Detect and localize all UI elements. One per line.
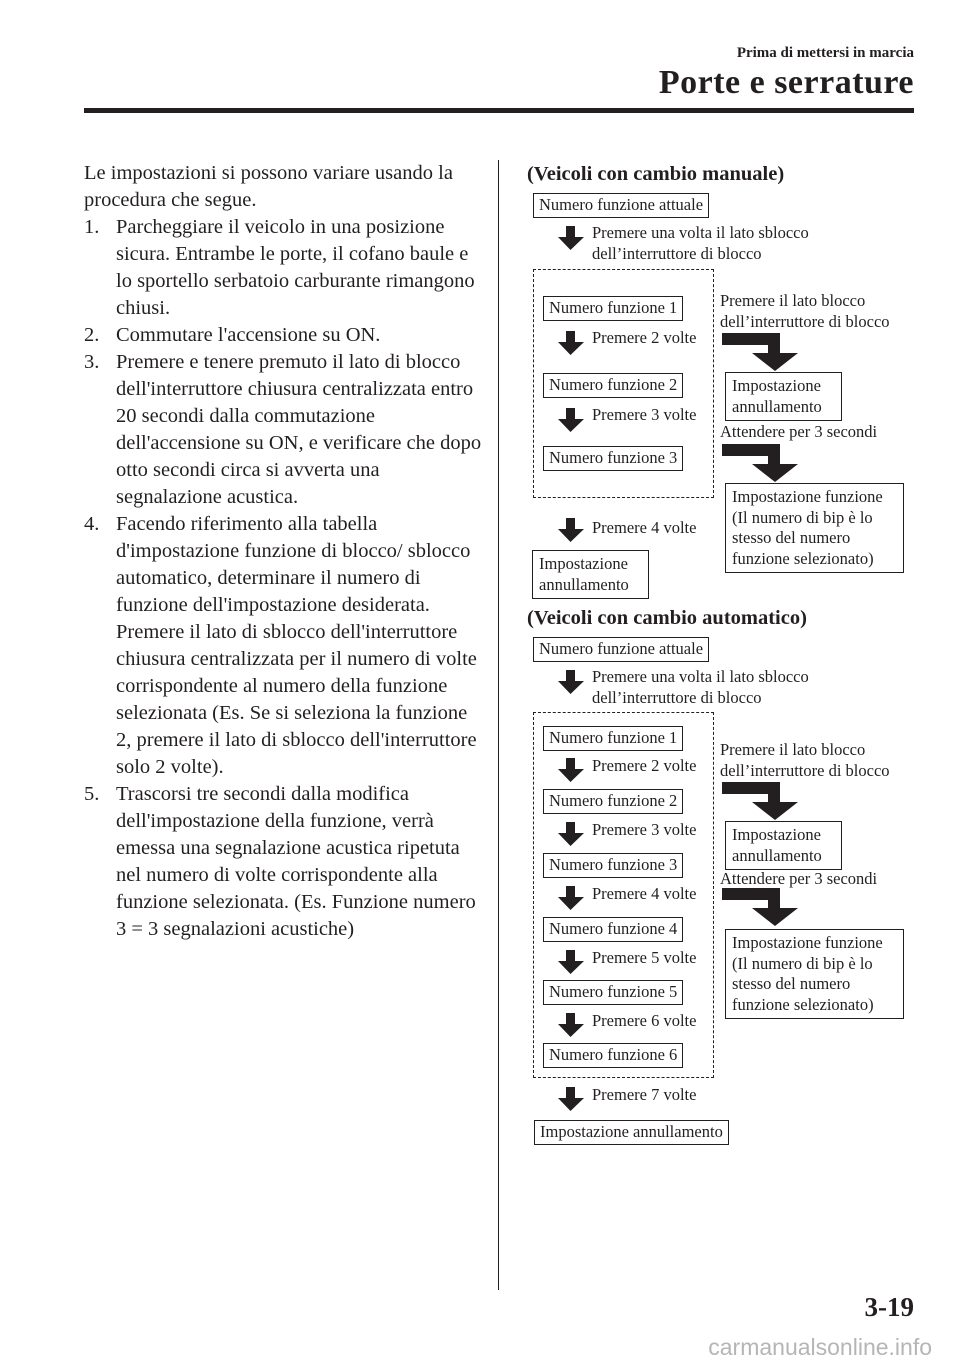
step-text: Facendo riferimento alla tabella d'impostazione funzione di blocco/ sblocco automatico, determinare il numero di funzione dell'impostazione desiderata. Premere il lato di sblocco dell'interruttore chiusura centralizzata per il numero di volte corrispondente al numero della funzione selezionata (Es. Se si seleziona la funzione 2, premere il lato di sblocco dell'interruttore solo 2 volte). — [116, 513, 477, 778]
auto-wait-label: Attendere per 3 secondi — [720, 869, 878, 888]
auto-function-5-box: Numero funzione 5 — [543, 980, 683, 1005]
auto-press-2-label: Premere 2 volte — [592, 756, 697, 775]
auto-cancel-box: Impostazione annullamento — [534, 1120, 729, 1145]
auto-press-7-label: Premere 7 volte — [592, 1085, 697, 1104]
auto-section-title: (Veicoli con cambio automatico) — [527, 607, 807, 629]
manual-press-3-label: Premere 3 volte — [592, 405, 697, 424]
step-text: Parcheggiare il veicolo in una posizione sicura. Entrambe le porte, il cofano baule e lo sportello serbatoio carburante rimangono chiusi. — [116, 216, 475, 319]
step-number: 4. — [84, 513, 100, 535]
arrow-down-icon — [558, 822, 584, 846]
manual-current-function-box: Numero funzione attuale — [533, 193, 709, 218]
manual-press-2-label: Premere 2 volte — [592, 328, 697, 347]
auto-function-3-box: Numero funzione 3 — [543, 853, 683, 878]
auto-press-6-label: Premere 6 volte — [592, 1011, 697, 1030]
manual-function-setting-box: Impostazione funzione (Il numero di bip è lo stesso del numero funzione selezionato) — [725, 483, 904, 573]
arrow-down-icon — [558, 518, 584, 542]
manual-function-1-box: Numero funzione 1 — [543, 296, 683, 321]
manual-section-title: (Veicoli con cambio manuale) — [527, 163, 785, 185]
step-number: 2. — [84, 324, 100, 346]
auto-current-function-box: Numero funzione attuale — [533, 637, 709, 662]
manual-press-once-label: Premere una volta il lato sblocco dell’interruttore di blocco — [592, 223, 809, 263]
manual-function-2-box: Numero funzione 2 — [543, 373, 683, 398]
step-text: Commutare l'accensione su ON. — [116, 324, 381, 346]
arrow-down-icon — [558, 331, 584, 355]
auto-press-4-label: Premere 4 volte — [592, 884, 697, 903]
watermark: carmanualsonline.info — [708, 1334, 932, 1360]
auto-cancel-right-box: Impostazione annullamento — [725, 821, 842, 870]
section-name: Prima di mettersi in marcia — [736, 45, 914, 61]
manual-cancel-box: Impostazione annullamento — [532, 550, 649, 599]
arrow-corner-icon — [722, 444, 798, 482]
auto-function-6-box: Numero funzione 6 — [543, 1043, 683, 1068]
arrow-down-icon — [558, 950, 584, 974]
manual-cancel-right-box: Impostazione annullamento — [725, 372, 842, 421]
auto-press-once-label: Premere una volta il lato sblocco dell’interruttore di blocco — [592, 667, 809, 707]
arrow-corner-icon — [722, 782, 798, 820]
arrow-down-icon — [558, 758, 584, 782]
step-number: 1. — [84, 216, 100, 238]
auto-press-3-label: Premere 3 volte — [592, 820, 697, 839]
auto-function-4-box: Numero funzione 4 — [543, 917, 683, 942]
step-text: Trascorsi tre secondi dalla modifica dell'impostazione della funzione, verrà emessa una segnalazione acustica ripetuta nel numero di volte corrispondente alla funzione selezionata. (Es. Funzione numero 3 = 3 segnalazioni acustiche) — [116, 783, 476, 940]
arrow-down-icon — [558, 1013, 584, 1037]
auto-function-setting-box: Impostazione funzione (Il numero di bip è lo stesso del numero funzione selezionato) — [725, 929, 904, 1019]
manual-lock-side-label: Premere il lato blocco dell’interruttore di blocco — [720, 291, 890, 331]
intro-text: Le impostazioni si possono variare usando la procedura che segue. — [84, 162, 453, 211]
arrow-corner-icon — [722, 333, 798, 371]
auto-lock-side-label: Premere il lato blocco dell’interruttore di blocco — [720, 740, 890, 780]
arrow-down-icon — [558, 1087, 584, 1111]
arrow-corner-icon — [722, 888, 798, 926]
auto-function-1-box: Numero funzione 1 — [543, 726, 683, 751]
arrow-down-icon — [558, 670, 584, 694]
manual-function-3-box: Numero funzione 3 — [543, 446, 683, 471]
manual-wait-label: Attendere per 3 secondi — [720, 422, 878, 441]
step-number: 5. — [84, 783, 100, 805]
step-number: 3. — [84, 351, 100, 373]
arrow-down-icon — [558, 408, 584, 432]
manual-press-4-label: Premere 4 volte — [592, 518, 697, 537]
step-text: Premere e tenere premuto il lato di blocco dell'interruttore chiusura centralizzata entro 20 secondi dalla commutazione dell'accensione su ON, e verificare che dopo otto secondi circa si avverta una segnalazione acustica. — [116, 351, 482, 508]
auto-press-5-label: Premere 5 volte — [592, 948, 697, 967]
page-number: 3-19 — [864, 1292, 914, 1322]
arrow-down-icon — [558, 226, 584, 250]
arrow-down-icon — [558, 886, 584, 910]
page-title: Porte e serrature — [658, 64, 914, 101]
auto-function-2-box: Numero funzione 2 — [543, 789, 683, 814]
